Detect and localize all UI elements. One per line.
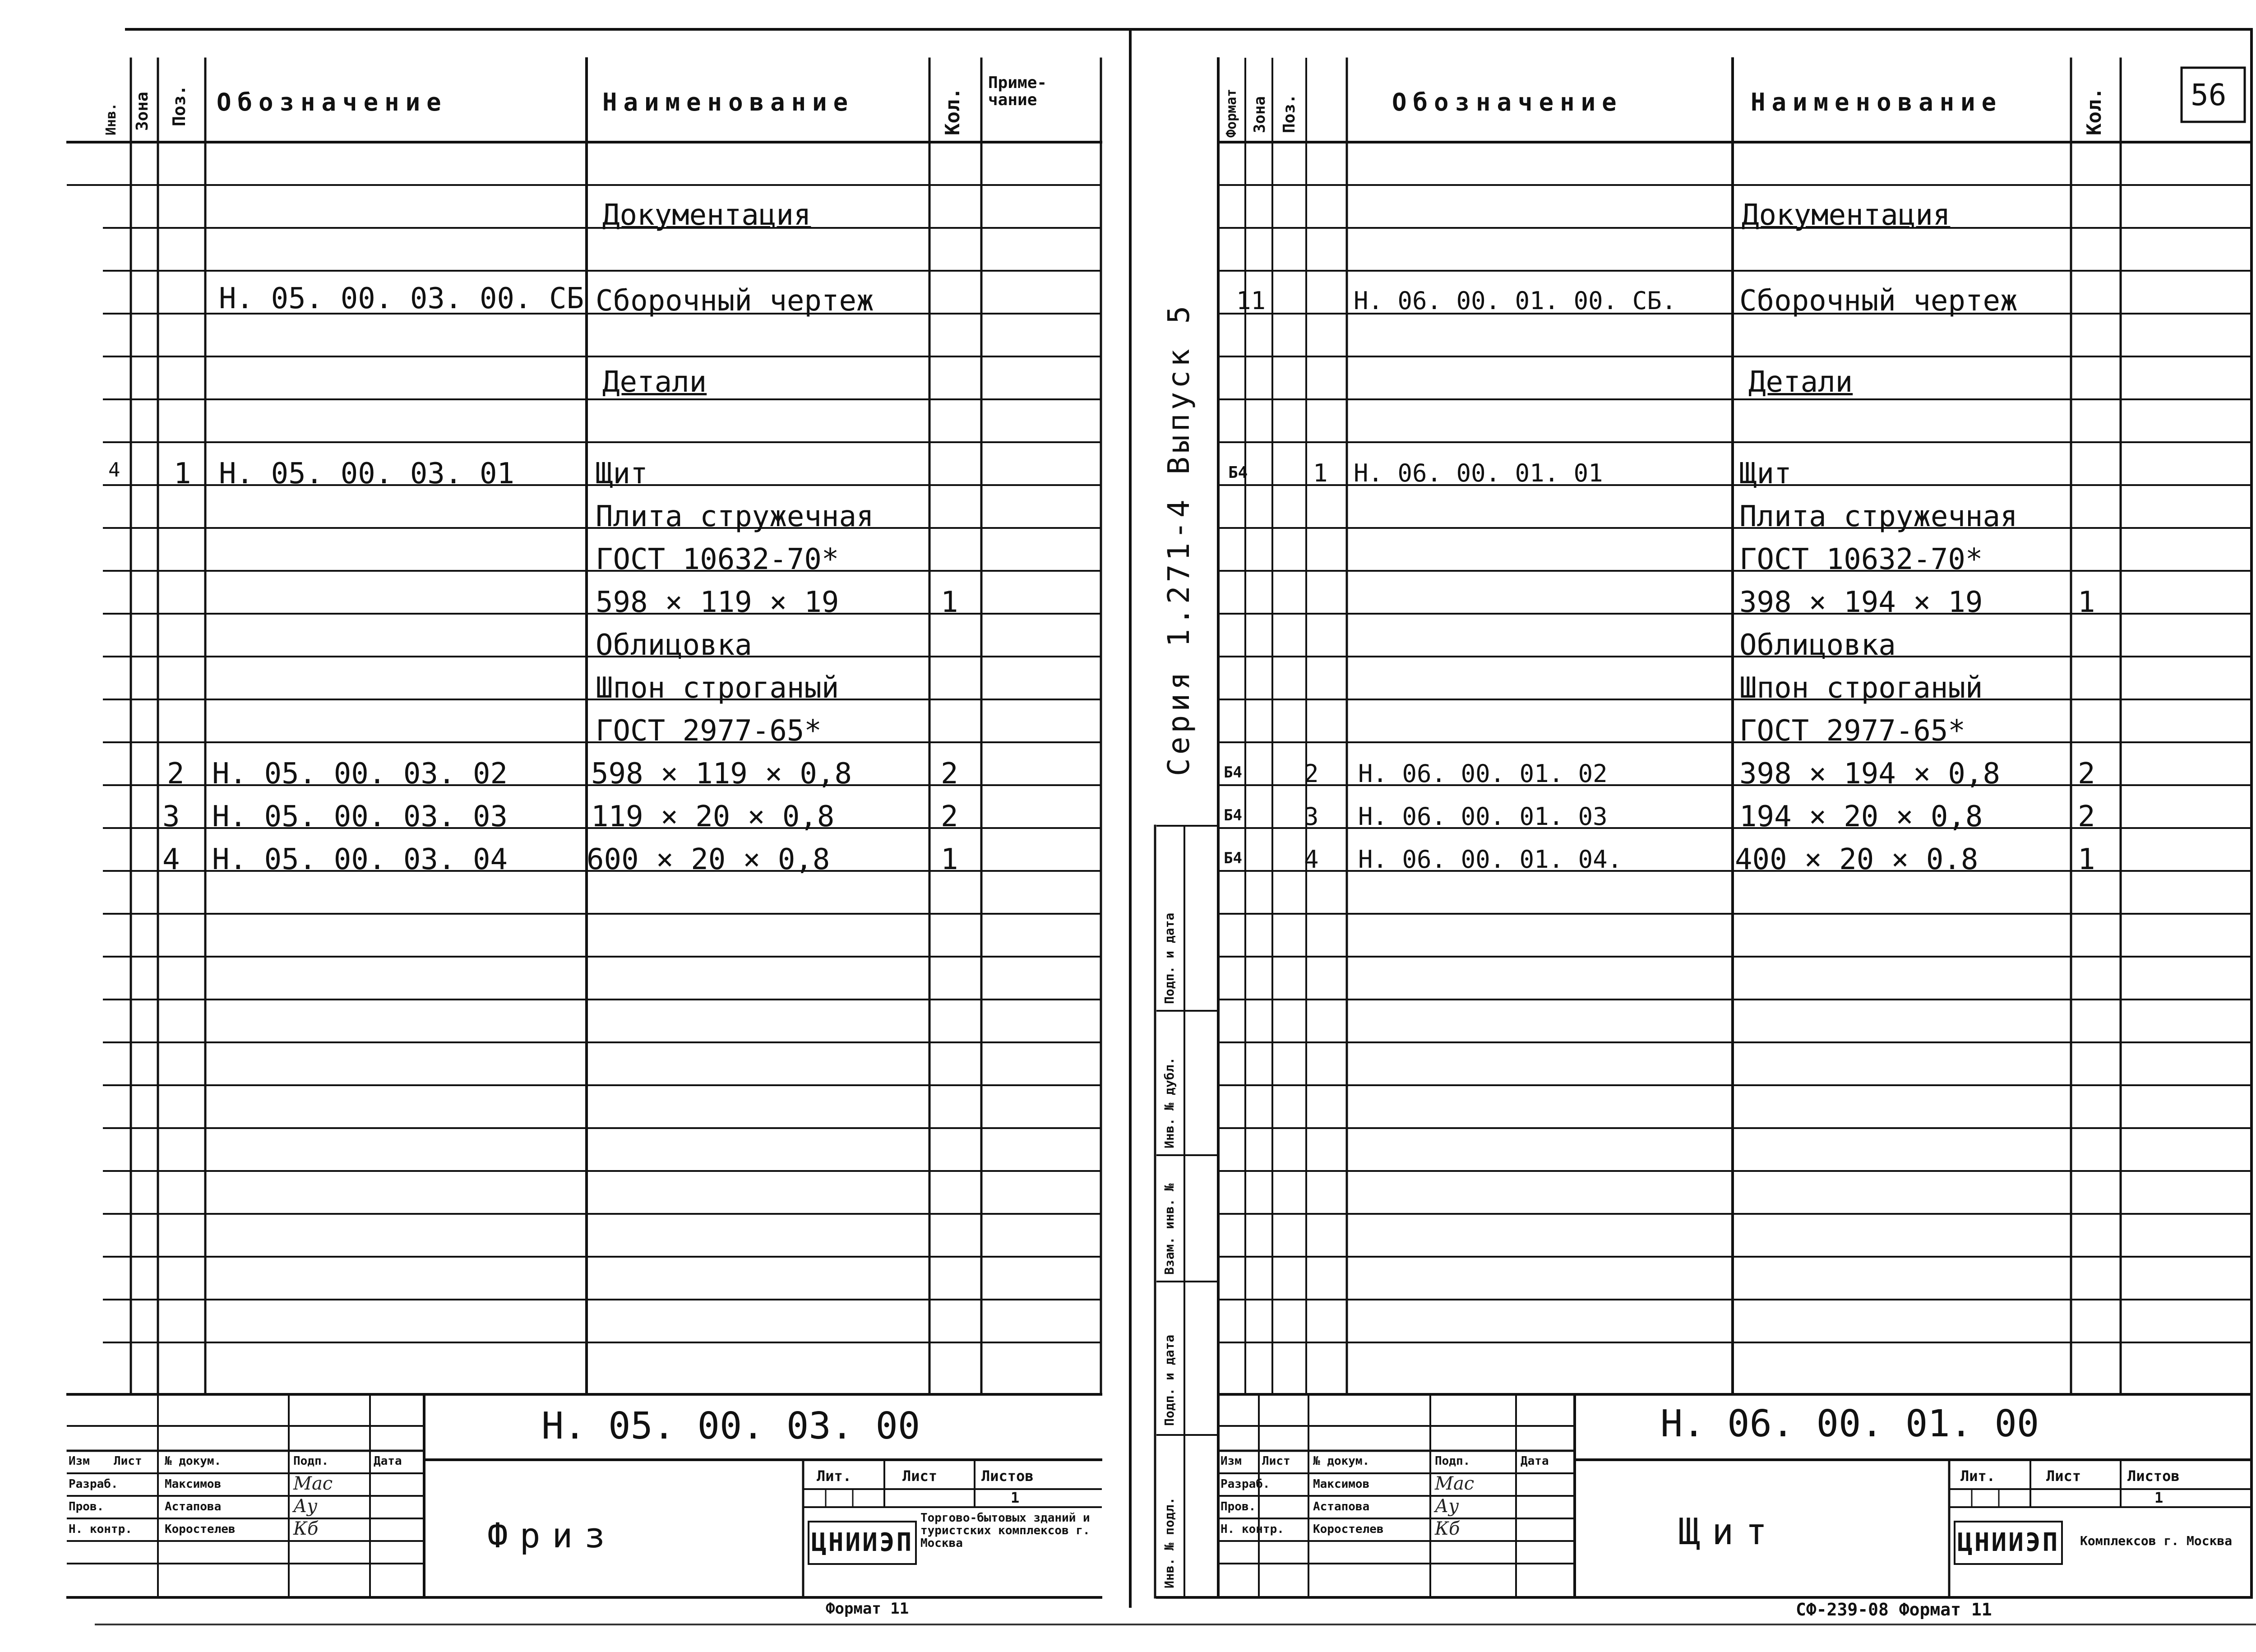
left-tb-person: Коростелев bbox=[165, 1522, 236, 1536]
right-row-pos: 1 bbox=[1313, 459, 1328, 487]
left-org-logo: ЦНИИЭП bbox=[808, 1521, 917, 1565]
right-document-code: Н. 06. 00. 01. 00 bbox=[1660, 1402, 2039, 1445]
left-format-label: Формат 11 bbox=[826, 1600, 909, 1618]
left-header-name: Наименование bbox=[602, 88, 855, 116]
right-row-name: 398 × 194 × 19 bbox=[1739, 586, 1983, 619]
right-row-designation: Н. 06. 00. 01. 02 bbox=[1358, 759, 1608, 788]
left-tb-lit: Лит. bbox=[817, 1467, 852, 1485]
left-row-pos: 1 bbox=[174, 457, 191, 491]
right-tb-role: Разраб. bbox=[1220, 1477, 1270, 1491]
left-tb-role: Н. контр. bbox=[69, 1522, 132, 1536]
right-row-name: Щит bbox=[1739, 457, 1792, 491]
right-tb-role: Н. контр. bbox=[1220, 1522, 1284, 1536]
left-section-details: Детали bbox=[602, 366, 707, 399]
left-tb-header-list: Лист bbox=[114, 1454, 142, 1468]
left-header-qty: Кол. bbox=[941, 88, 964, 135]
side-stamp-label: Взам. инв. № bbox=[1162, 1183, 1177, 1275]
right-header-format: Формат bbox=[1224, 88, 1239, 138]
right-tb-lit: Лит. bbox=[1960, 1467, 1996, 1485]
left-tb-header-izm: Изм bbox=[69, 1454, 90, 1468]
right-row-name: 194 × 20 × 0,8 bbox=[1739, 800, 1983, 833]
right-row-name: Плита стружечная bbox=[1739, 500, 2018, 533]
right-row-name: Шпон строганый bbox=[1739, 671, 1983, 705]
left-row-name: 119 × 20 × 0,8 bbox=[591, 800, 835, 833]
right-row-qty: 2 bbox=[2078, 800, 2095, 833]
right-row-designation: Н. 06. 00. 01. 04. bbox=[1358, 845, 1623, 874]
right-row-pos: 2 bbox=[1304, 759, 1319, 788]
right-tb-sheets: Листов bbox=[2127, 1467, 2180, 1485]
right-row-name: Облицовка bbox=[1739, 629, 1896, 662]
right-tb-person: Коростелев bbox=[1313, 1522, 1384, 1536]
right-header-pos: Поз. bbox=[1280, 94, 1299, 133]
right-row-pos: 3 bbox=[1304, 802, 1319, 831]
right-row-qty: 1 bbox=[2078, 586, 2095, 619]
right-row-name: 398 × 194 × 0,8 bbox=[1739, 757, 2000, 791]
left-row-name: 600 × 20 × 0,8 bbox=[587, 843, 830, 876]
right-row-designation: Н. 06. 00. 01. 01 bbox=[1354, 459, 1603, 487]
right-tb-header-doc: № докум. bbox=[1313, 1454, 1370, 1468]
side-stamp-label: Подп. и дата bbox=[1162, 912, 1177, 1004]
left-header-note: Приме- чание bbox=[988, 74, 1047, 109]
right-row-pos: 4 bbox=[1304, 845, 1319, 874]
right-org-text: Комплексов г. Москва bbox=[2080, 1533, 2233, 1548]
right-row-format: Б4 bbox=[1224, 806, 1242, 824]
right-header-qty: Кол. bbox=[2083, 88, 2106, 135]
left-tb-header-sign: Подп. bbox=[293, 1454, 329, 1468]
right-tb-signature: Ау bbox=[1435, 1496, 1459, 1517]
right-tb-header-date: Дата bbox=[1521, 1454, 1549, 1468]
right-tb-header-list: Лист bbox=[1262, 1454, 1290, 1468]
left-row-name: ГОСТ 10632-70* bbox=[596, 543, 839, 576]
left-partial-stamp-1: Инв. bbox=[103, 102, 119, 135]
left-row-pos: 2 bbox=[167, 757, 185, 791]
left-org-text: Торгово-бытовых зданий и туристских комплексов г. Москва bbox=[920, 1511, 1090, 1550]
side-stamp-label: Инв. № подл. bbox=[1162, 1497, 1177, 1588]
right-tb-sheet: Лист bbox=[2046, 1467, 2081, 1485]
left-row-qty: 1 bbox=[941, 843, 958, 876]
left-row-format: 4 bbox=[108, 458, 120, 481]
left-tb-role: Пров. bbox=[69, 1500, 104, 1513]
right-row-format: Б4 bbox=[1224, 849, 1242, 867]
left-tb-signature: Ау bbox=[293, 1496, 318, 1517]
left-tb-role: Разраб. bbox=[69, 1477, 118, 1491]
right-org-logo: ЦНИИЭП bbox=[1954, 1521, 2063, 1565]
left-tb-sheets: Листов bbox=[981, 1467, 1034, 1485]
left-section-documentation: Документация bbox=[602, 199, 811, 232]
right-row-designation: Н. 06. 00. 01. 03 bbox=[1358, 802, 1608, 831]
right-section-documentation: Документация bbox=[1742, 199, 1951, 232]
left-row-name: Шпон строганый bbox=[596, 671, 839, 705]
left-header-designation: Обозначение bbox=[217, 88, 448, 116]
left-product-title: Фриз bbox=[487, 1515, 617, 1555]
right-row-format: Б4 bbox=[1228, 463, 1248, 482]
left-row-designation: Н. 05. 00. 03. 04 bbox=[212, 843, 508, 876]
right-row-format: 11 bbox=[1236, 287, 1266, 315]
left-tb-sheets-value: 1 bbox=[1011, 1489, 1020, 1506]
left-tb-header-doc: № докум. bbox=[165, 1454, 222, 1468]
right-tb-header-sign: Подп. bbox=[1435, 1454, 1470, 1468]
side-stamp-label: Инв. № дубл. bbox=[1162, 1057, 1177, 1148]
right-tb-person: Максимов bbox=[1313, 1477, 1370, 1491]
right-tb-sheets-value: 1 bbox=[2154, 1489, 2164, 1506]
left-header-pos: Поз. bbox=[169, 85, 189, 126]
left-row-pos: 4 bbox=[162, 843, 180, 876]
left-row-name: 598 × 119 × 0,8 bbox=[591, 757, 852, 791]
left-header-zone: Зона bbox=[133, 92, 152, 131]
left-row-qty: 1 bbox=[941, 586, 958, 619]
left-row-name: ГОСТ 2977-65* bbox=[596, 714, 822, 748]
right-row-name: ГОСТ 2977-65* bbox=[1739, 714, 1965, 748]
right-row-format: Б4 bbox=[1224, 764, 1242, 782]
right-row-name: Сборочный чертеж bbox=[1739, 284, 2018, 318]
left-row-name: Щит bbox=[596, 457, 648, 491]
left-row-pos: 3 bbox=[162, 800, 180, 833]
right-header-zone: Зона bbox=[1251, 96, 1269, 133]
sheet-number: 56 bbox=[2191, 78, 2227, 112]
left-row-designation: Н. 05. 00. 03. 02 bbox=[212, 757, 508, 791]
right-tb-header-izm: Изм bbox=[1220, 1454, 1242, 1468]
right-tb-role: Пров. bbox=[1220, 1500, 1256, 1513]
right-format-label: СФ-239-08 Формат 11 bbox=[1796, 1600, 1992, 1620]
left-document-code: Н. 05. 00. 03. 00 bbox=[541, 1405, 920, 1448]
left-tb-signature: Мас bbox=[293, 1473, 333, 1494]
right-header-designation: Обозначение bbox=[1392, 88, 1623, 116]
left-tb-sheet: Лист bbox=[902, 1467, 938, 1485]
left-row-qty: 2 bbox=[941, 757, 958, 791]
right-section-details: Детали bbox=[1748, 366, 1853, 399]
left-tb-person: Максимов bbox=[165, 1477, 222, 1491]
right-tb-signature: Мас bbox=[1435, 1473, 1475, 1494]
right-row-qty: 2 bbox=[2078, 757, 2095, 791]
left-row-name: Плита стружечная bbox=[596, 500, 874, 533]
left-row-designation: Н. 05. 00. 03. 01 bbox=[219, 457, 515, 491]
side-stamp-label: Подп. и дата bbox=[1162, 1334, 1177, 1426]
left-tb-header-date: Дата bbox=[374, 1454, 402, 1468]
right-tb-signature: Кб bbox=[1435, 1518, 1460, 1539]
right-row-name: ГОСТ 10632-70* bbox=[1739, 543, 1983, 576]
series-label: Серия 1.271-4 Выпуск 5 bbox=[1161, 302, 1196, 776]
left-tb-person: Астапова bbox=[165, 1500, 222, 1513]
left-row-name: 598 × 119 × 19 bbox=[596, 586, 839, 619]
left-row-qty: 2 bbox=[941, 800, 958, 833]
left-row-name: Облицовка bbox=[596, 629, 752, 662]
right-row-qty: 1 bbox=[2078, 843, 2095, 876]
left-row-designation: Н. 05. 00. 03. 00. СБ bbox=[219, 282, 584, 315]
right-header-name: Наименование bbox=[1751, 88, 2003, 116]
right-product-title: Щит bbox=[1678, 1511, 1779, 1553]
right-row-name: 400 × 20 × 0.8 bbox=[1735, 843, 1979, 876]
right-row-designation: Н. 06. 00. 01. 00. СБ. bbox=[1354, 287, 1677, 315]
left-row-name: Сборочный чертеж bbox=[596, 284, 874, 318]
right-tb-person: Астапова bbox=[1313, 1500, 1370, 1513]
left-row-designation: Н. 05. 00. 03. 03 bbox=[212, 800, 508, 833]
left-tb-signature: Кб bbox=[293, 1518, 319, 1539]
